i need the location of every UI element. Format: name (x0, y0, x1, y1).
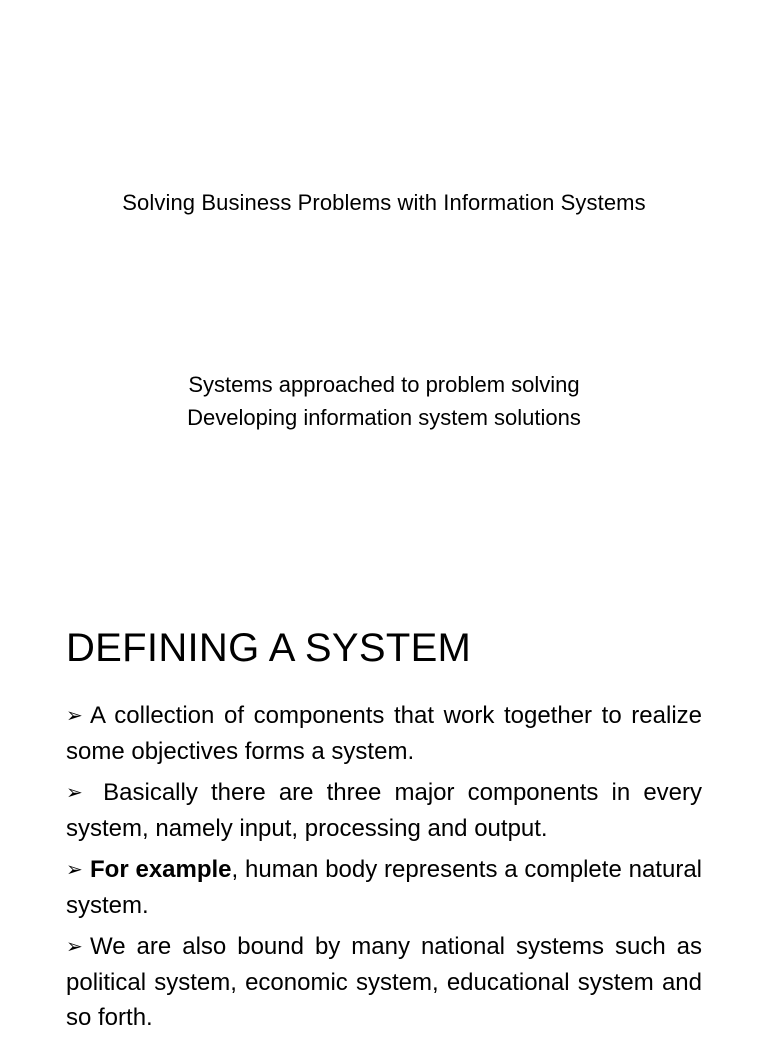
slide-title: Solving Business Problems with Information Systems (122, 190, 646, 215)
arrow-bullet-icon: ➢ (66, 859, 83, 881)
bullet-text: Basically there are three major components in every system, namely input, processing and output. (66, 779, 703, 842)
bullet-text: We are also bound by many national systems such as political system, economic system, educational system and so forth. (66, 933, 702, 1031)
arrow-bullet-icon: ➢ (66, 936, 83, 958)
subtitle-line-developing: Developing information system solutions (187, 405, 581, 430)
bullet-bold-text: For example (90, 856, 232, 883)
bullet-item-example (66, 852, 702, 923)
subtitle-line-approach: Systems approached to problem solving (188, 372, 580, 397)
bullet-text: A collection of components that work together to realize some objectives forms a system. (66, 702, 702, 765)
subtitle-block (0, 368, 768, 434)
arrow-bullet-icon: ➢ (66, 782, 83, 804)
bullet-text: , human body represents a complete natural system. (66, 856, 702, 919)
bullet-item-definition (66, 698, 702, 769)
arrow-bullet-icon: ➢ (66, 705, 83, 727)
bullet-item-national-systems (66, 929, 702, 1035)
bullet-item-components (66, 775, 702, 846)
bullet-list (66, 698, 702, 1041)
section-heading: DEFINING A SYSTEM (66, 626, 472, 670)
